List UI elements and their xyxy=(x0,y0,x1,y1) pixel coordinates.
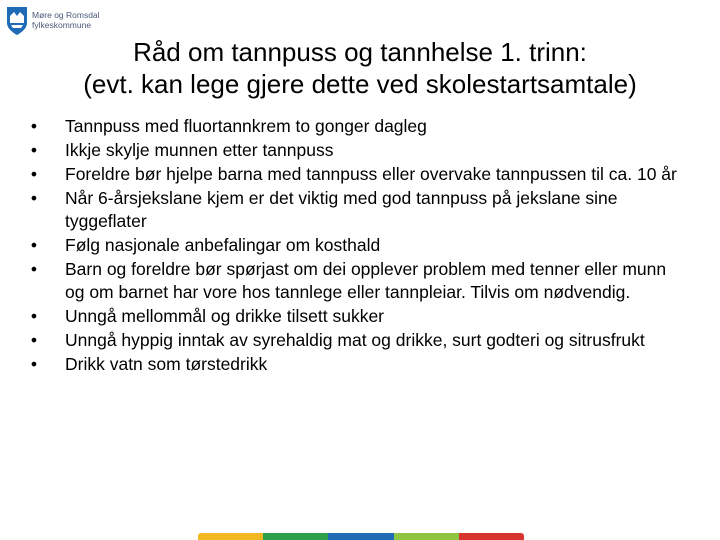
list-item-text: Følg nasjonale anbefalingar om kosthald xyxy=(65,235,381,255)
list-item-text: Når 6-årsjekslane kjem er det viktig med god tannpuss på jekslane sine tyggeflater xyxy=(65,188,618,231)
list-item-text: Tannpuss med fluortannkrem to gonger dagleg xyxy=(65,116,427,136)
list-item xyxy=(28,187,688,233)
bullet-icon: • xyxy=(30,330,38,350)
logo-line-2: fylkeskommune xyxy=(32,20,92,30)
bullet-icon: • xyxy=(30,354,38,374)
color-segment xyxy=(328,533,393,540)
advice-list xyxy=(28,115,688,377)
list-item-text: Foreldre bør hjelpe barna med tannpuss eller overvake tannpussen til ca. 10 år xyxy=(65,164,677,184)
list-item xyxy=(28,258,688,304)
bottom-color-bar xyxy=(198,533,524,540)
bullet-icon: • xyxy=(30,259,38,279)
title-line-1: Råd om tannpuss og tannhelse 1. trinn: xyxy=(133,37,587,67)
bullet-icon: • xyxy=(30,188,38,208)
list-item-text: Barn og foreldre bør spørjast om dei opplever problem med tenner eller munn og om barnet har vore hos tannlege eller tannpleiar. Tilvis om nødvendig. xyxy=(65,259,667,302)
bullet-icon: • xyxy=(30,235,38,255)
list-item-text: Unngå hyppig inntak av syrehaldig mat og drikke, surt godteri og sitrusfrukt xyxy=(65,330,645,350)
bullet-icon: • xyxy=(30,164,38,184)
bullet-icon: • xyxy=(30,116,38,136)
color-segment xyxy=(263,533,328,540)
slide-title xyxy=(20,36,700,100)
list-item xyxy=(28,115,688,138)
logo-line-1: Møre og Romsdal xyxy=(32,10,100,20)
bullet-icon: • xyxy=(30,306,38,326)
color-segment xyxy=(198,533,263,540)
list-item xyxy=(28,329,688,352)
list-item xyxy=(28,305,688,328)
color-segment xyxy=(459,533,524,540)
bullet-icon: • xyxy=(30,140,38,160)
list-item xyxy=(28,139,688,162)
color-segment xyxy=(394,533,459,540)
list-item-text: Unngå mellommål og drikke tilsett sukker xyxy=(65,306,385,326)
list-item xyxy=(28,163,688,186)
coat-of-arms-icon xyxy=(6,6,28,36)
title-line-2: (evt. kan lege gjere dette ved skolestartsamtale) xyxy=(83,69,637,99)
list-item xyxy=(28,353,688,376)
logo-text xyxy=(32,6,100,30)
list-item xyxy=(28,234,688,257)
list-item-text: Ikkje skylje munnen etter tannpuss xyxy=(65,140,334,160)
list-item-text: Drikk vatn som tørstedrikk xyxy=(65,354,268,374)
